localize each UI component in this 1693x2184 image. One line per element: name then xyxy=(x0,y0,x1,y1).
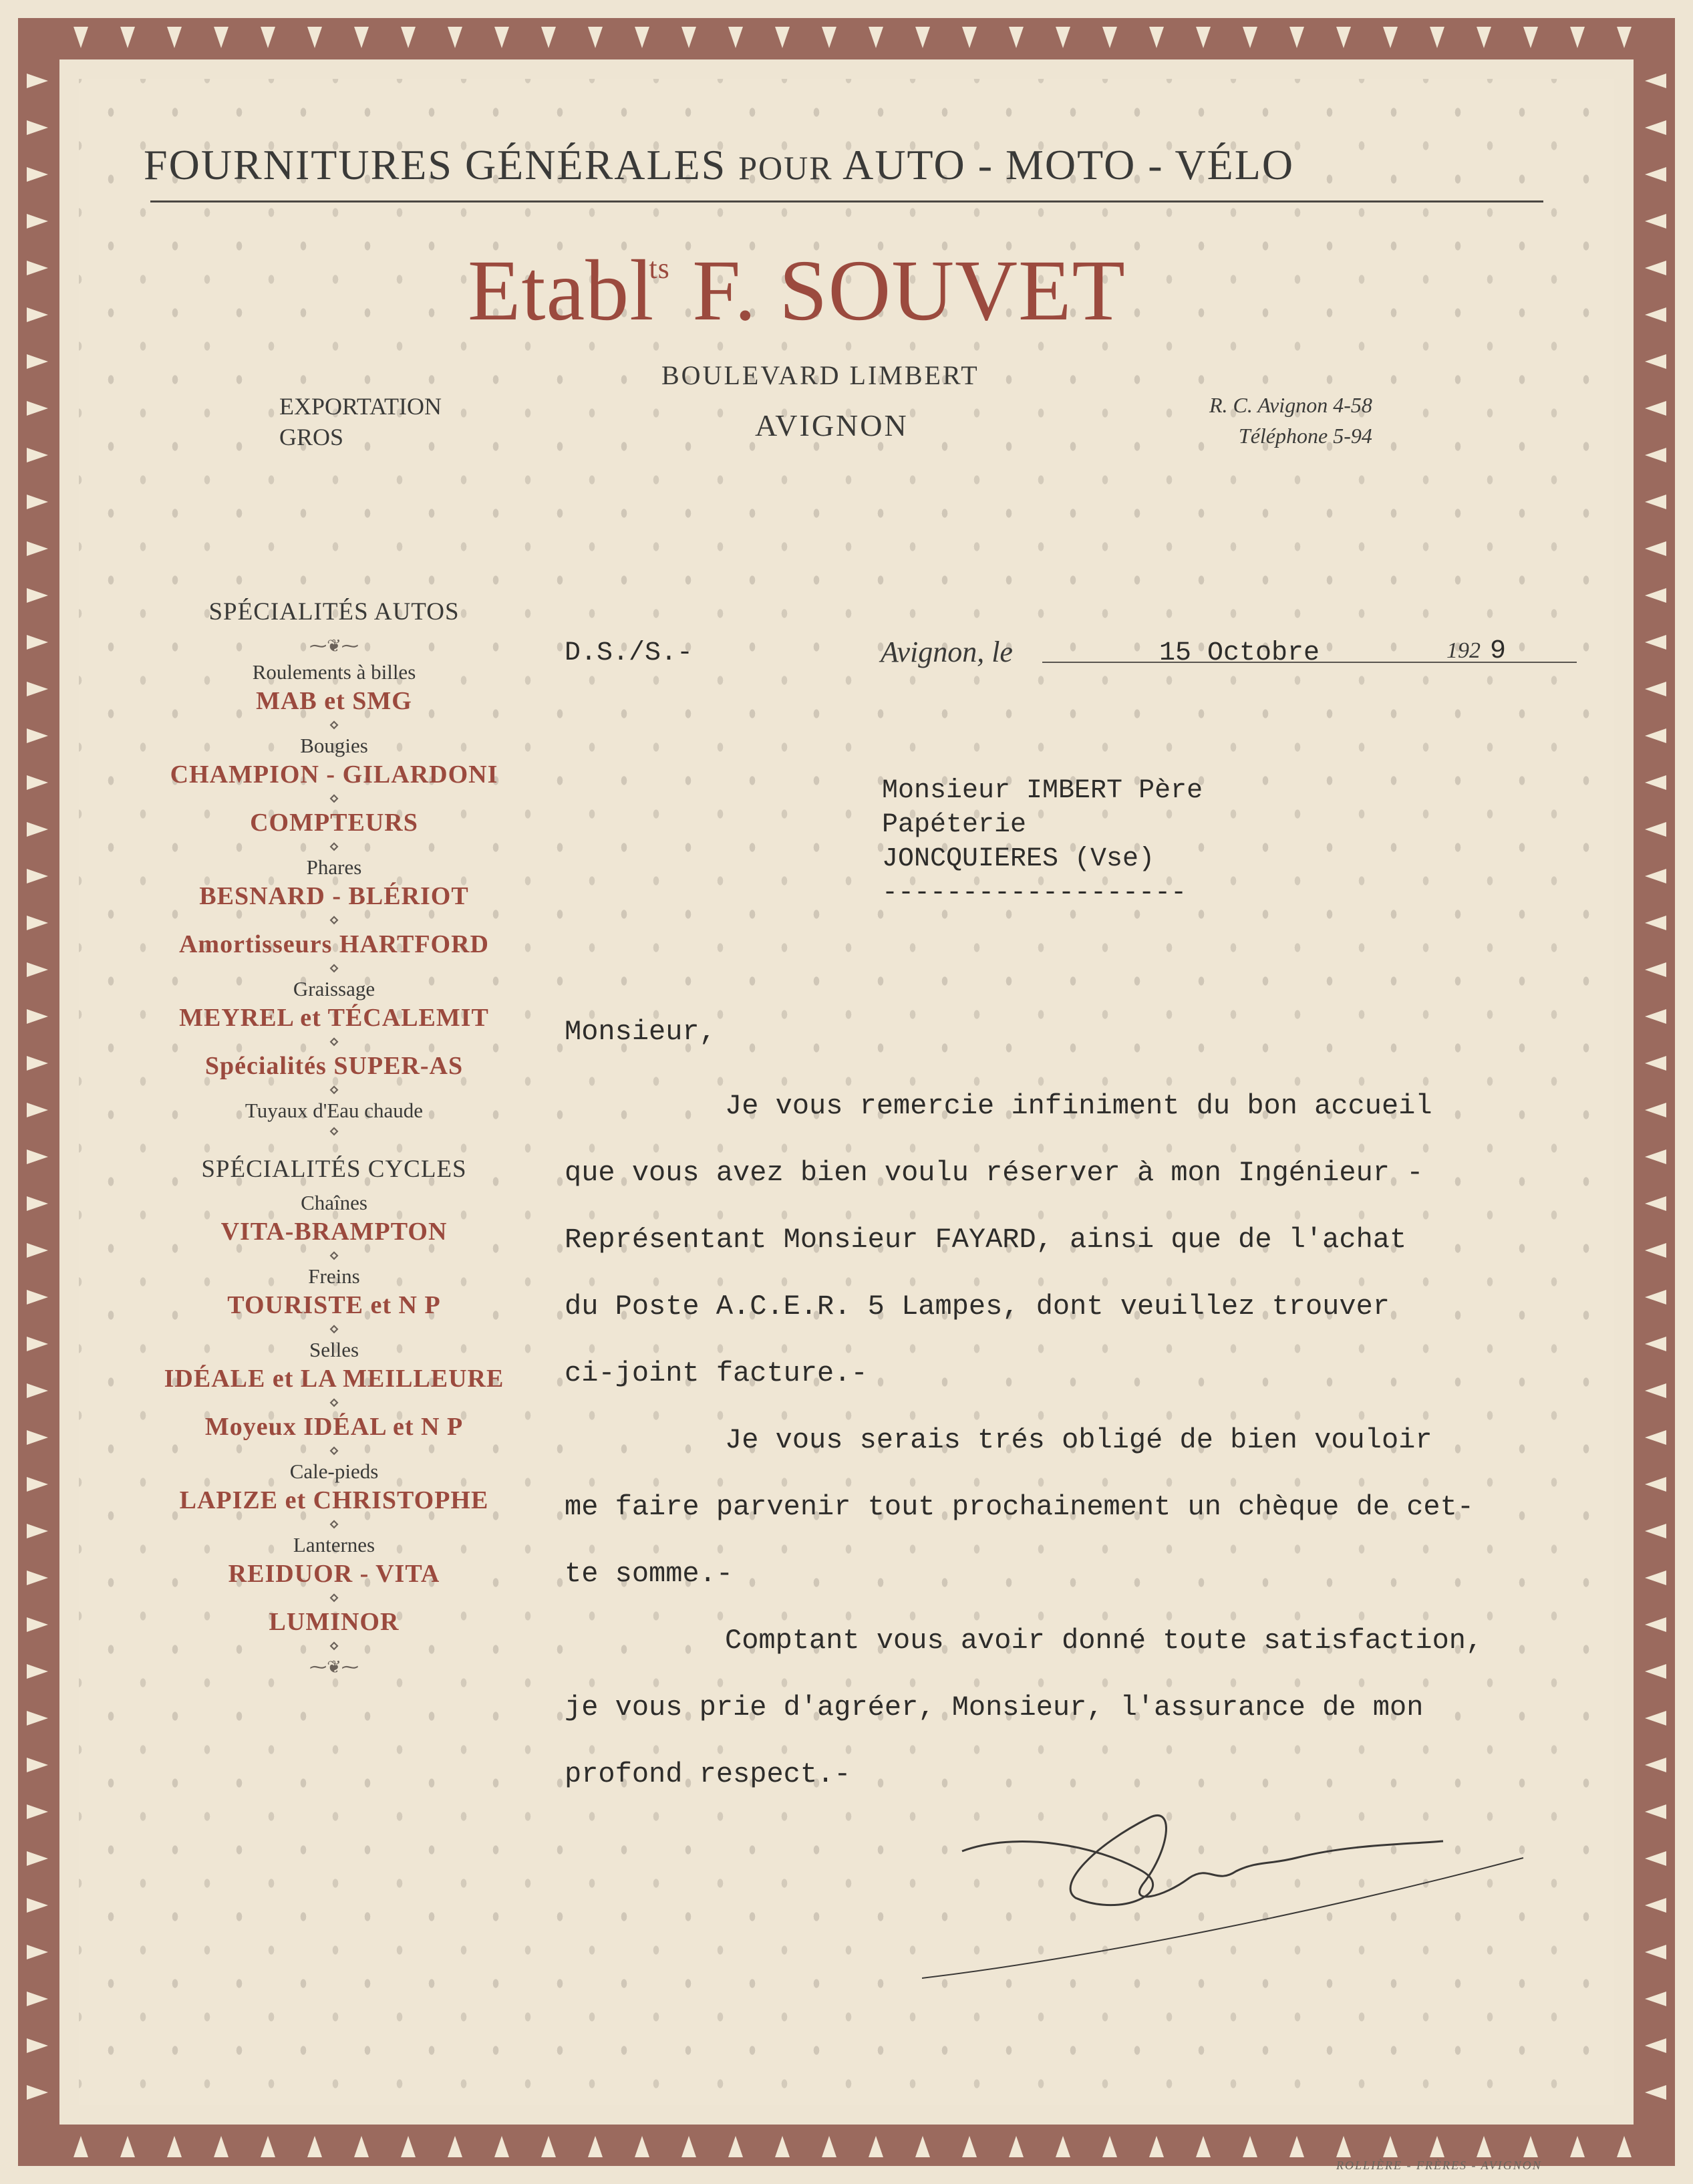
ornament-icon: ⁓❦⁓ xyxy=(309,1657,359,1677)
cycle-brand: LAPIZE et CHRISTOPHE xyxy=(179,1486,489,1514)
auto-label: Roulements à billes xyxy=(252,660,416,684)
auto-specialties-title: SPÉCIALITÉS AUTOS xyxy=(208,598,460,626)
auto-label: Graissage xyxy=(293,977,375,1000)
auto-label: Bougies xyxy=(300,734,368,757)
place-label: Avignon, le xyxy=(881,636,1013,668)
auto-brand: MEYREL et TÉCALEMIT xyxy=(179,1004,489,1032)
cycle-brand: TOURISTE et N P xyxy=(227,1291,441,1319)
letter-body: Je vous remercie infiniment du bon accueil que vous avez bien voulu réserver à mon Ingénieur - Représentant Monsieur FAYARD, ainsi que de l'achat du Poste A.C.E.R. 5 Lampes, dont veuillez trouver ci-joint facture.- Je vous serais trés obligé de bien vouloir me faire parvenir tout prochainement un chèque de cet- te somme.- Comptant vous avoir donné toute satisfaction, je vous prie d'agréer, Monsieur, l'assurance de mon profond respect.- xyxy=(565,1090,1483,1790)
company-name: Etabl$^{ts}$ F. SOUVET xyxy=(468,243,1126,339)
tagline-rule xyxy=(150,200,1543,202)
ornament-icon: ⁓❦⁓ xyxy=(309,636,359,656)
registration-info: R. C. Avignon 4-58 Téléphone 5-94 xyxy=(1209,393,1372,448)
cycle-brand: LUMINOR xyxy=(269,1608,400,1636)
cycle-specialties-title: SPÉCIALITÉS CYCLES xyxy=(201,1155,467,1183)
letterhead-tagline: FOURNITURES GÉNÉRALES POUR AUTO - MOTO - VÉLO xyxy=(144,141,1295,188)
divider-ornament-icon: ⋄ xyxy=(328,789,340,808)
specialties-sidebar xyxy=(130,591,538,1681)
divider-ornament-icon: ⋄ xyxy=(328,1246,340,1265)
divider-ornament-icon: ⋄ xyxy=(328,1121,340,1141)
auto-brand: COMPTEURS xyxy=(250,809,418,837)
divider-ornament-icon: ⋄ xyxy=(328,1636,340,1655)
cycle-brand: VITA-BRAMPTON xyxy=(220,1218,448,1246)
address-city: AVIGNON xyxy=(755,408,909,442)
divider-ornament-icon: ⋄ xyxy=(328,1393,340,1412)
auto-label: Phares xyxy=(306,855,362,879)
auto-brand: CHAMPION - GILARDONI xyxy=(170,761,498,789)
reference-code: D.S./S.- xyxy=(565,638,694,668)
divider-ornament-icon: ⋄ xyxy=(328,715,340,734)
divider-ornament-icon: ⋄ xyxy=(328,958,340,978)
cycle-label: Selles xyxy=(309,1338,359,1361)
cycle-brand: Moyeux IDÉAL et N P xyxy=(204,1413,464,1441)
auto-brand: Spécialités SUPER-AS xyxy=(204,1052,464,1080)
divider-ornament-icon: ⋄ xyxy=(328,1032,340,1051)
auto-brand: BESNARD - BLÉRIOT xyxy=(199,882,469,910)
year-suffix: 9 xyxy=(1490,636,1507,666)
divider-ornament-icon: ⋄ xyxy=(328,1441,340,1460)
divider-ornament-icon: ⋄ xyxy=(328,1080,340,1099)
divider-ornament-icon: ⋄ xyxy=(328,1588,340,1607)
auto-brand: Amortisseurs HARTFORD xyxy=(178,930,489,958)
cycle-label: Chaînes xyxy=(301,1191,367,1214)
cycle-label: Lanternes xyxy=(293,1533,375,1556)
signature xyxy=(922,1764,1550,1985)
auto-label: Tuyaux d'Eau chaude xyxy=(245,1099,424,1122)
divider-ornament-icon: ⋄ xyxy=(328,1319,340,1339)
auto-brand: MAB et SMG xyxy=(256,687,412,715)
cycle-brand: IDÉALE et LA MEILLEURE xyxy=(164,1365,504,1393)
year-prefix: 192 xyxy=(1446,638,1481,663)
letter-date: 15 Octobre xyxy=(1159,638,1320,668)
divider-ornament-icon: ⋄ xyxy=(328,837,340,856)
trade-types: EXPORTATION GROS xyxy=(279,393,442,450)
printer-mark: ROLLIÈRE - FRÈRES - AVIGNON xyxy=(1336,2159,1542,2172)
cycle-label: Cale-pieds xyxy=(289,1460,379,1483)
divider-ornament-icon: ⋄ xyxy=(328,1514,340,1534)
divider-ornament-icon: ⋄ xyxy=(328,910,340,930)
recipient-block: Monsieur IMBERT Père Papéterie JONCQUIERES (Vse) ------------------- xyxy=(882,776,1203,908)
address-street: BOULEVARD LIMBERT xyxy=(661,360,979,390)
cycle-label: Freins xyxy=(308,1264,360,1288)
cycle-brand: REIDUOR - VITA xyxy=(228,1560,440,1588)
salutation: Monsieur, xyxy=(565,1016,716,1048)
